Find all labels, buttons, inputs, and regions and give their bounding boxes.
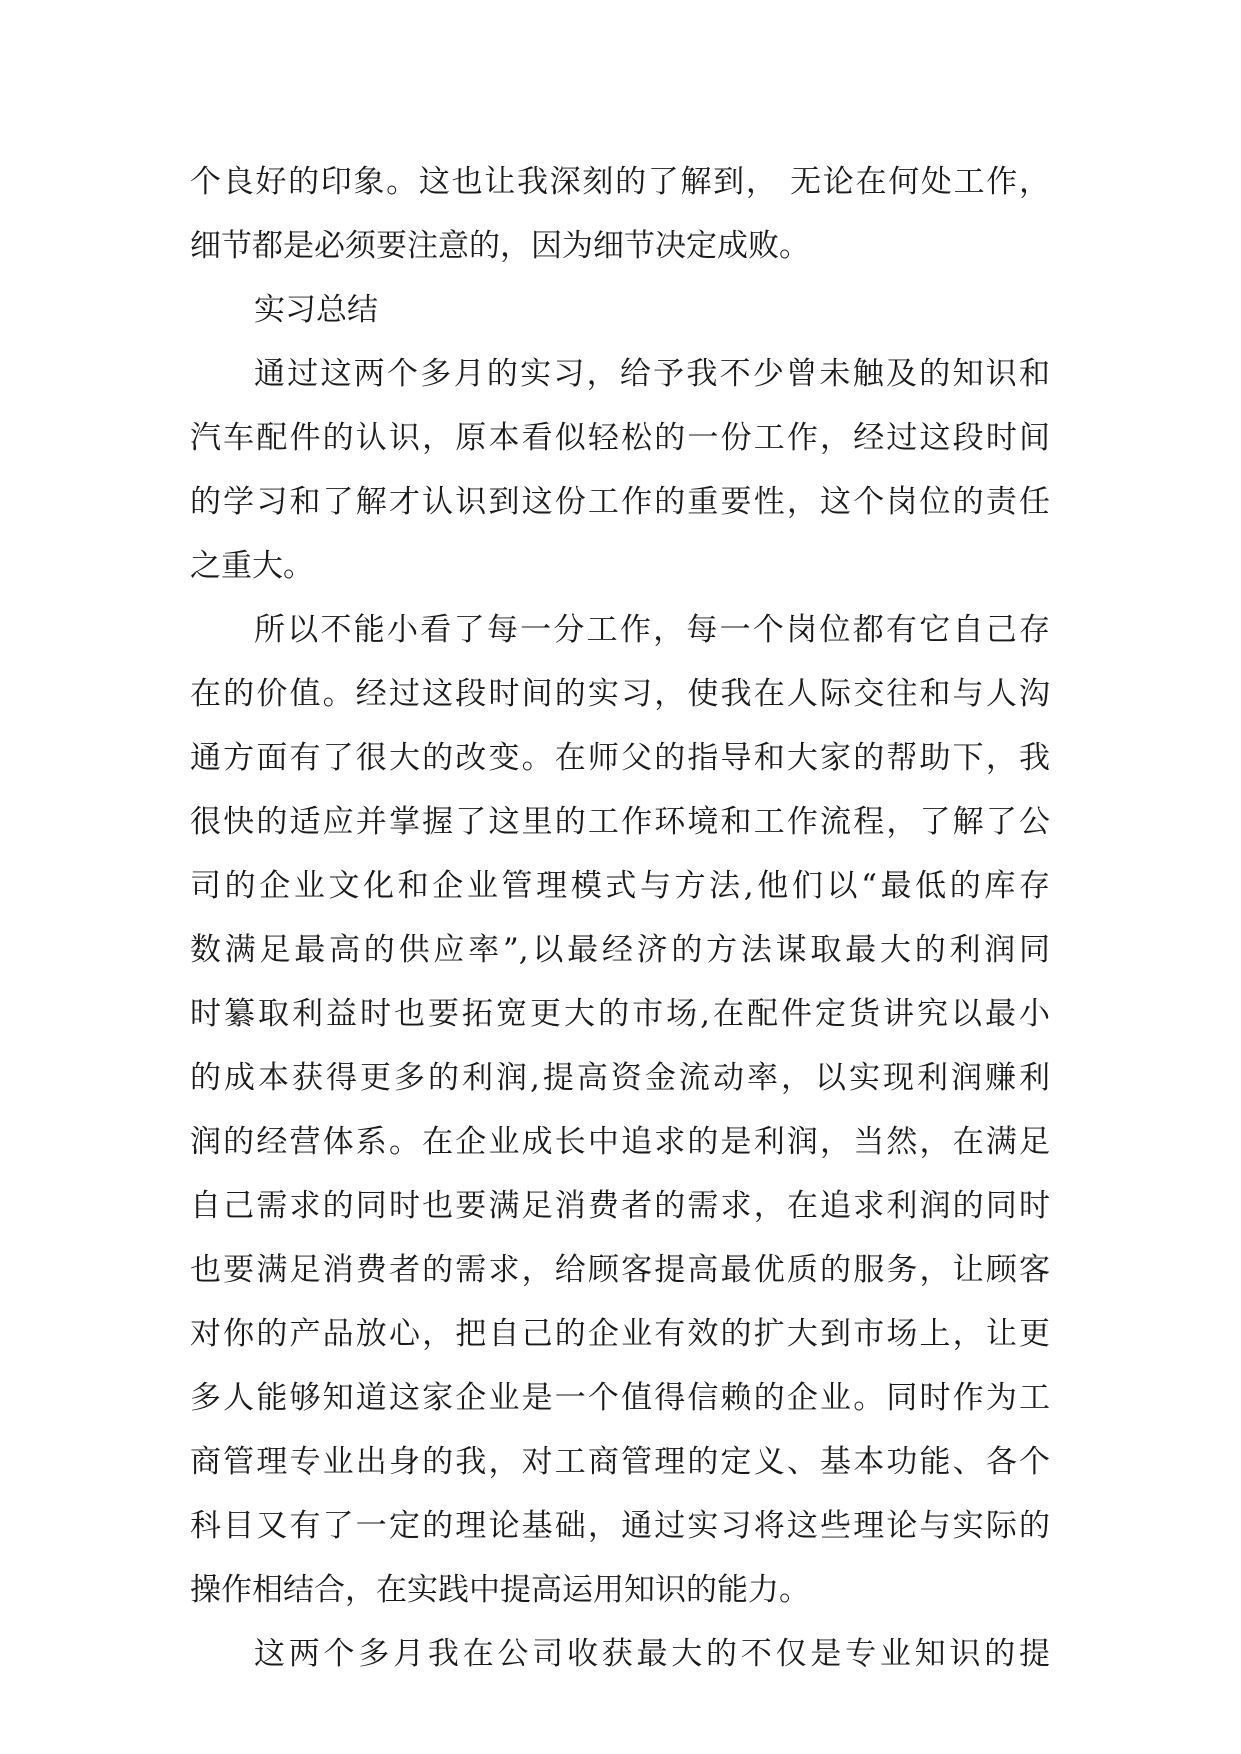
text-line: 数满足最高的供应率”,以最经济的方法谋取最大的利润同 (190, 932, 1050, 968)
text-line: 在的价值。经过这段时间的实习，使我在人际交往和与人沟 (190, 676, 1050, 712)
text-line: 的学习和了解才认识到这份工作的重要性，这个岗位的责任 (190, 484, 1050, 520)
text-line: 之重大。 (190, 548, 314, 584)
text-line: 通过这两个多月的实习，给予我不少曾未触及的知识和 (254, 356, 1050, 392)
text-line: 时纂取利益时也要拓宽更大的市场,在配件定货讲究以最小 (190, 996, 1050, 1032)
text-line: 这两个多月我在公司收获最大的不仅是专业知识的提 (254, 1636, 1050, 1672)
text-line: 对你的产品放心，把自己的企业有效的扩大到市场上，让更 (190, 1316, 1050, 1352)
text-line: 很快的适应并掌握了这里的工作环境和工作流程，了解了公 (190, 804, 1050, 840)
text-line: 操作相结合，在实践中提高运用知识的能力。 (190, 1572, 810, 1608)
text-line: 的成本获得更多的利润,提高资金流动率，以实现利润赚利 (190, 1060, 1050, 1096)
text-line: 司的企业文化和企业管理模式与方法,他们以“最低的库存 (190, 868, 1050, 904)
text-line: 自己需求的同时也要满足消费者的需求，在追求利润的同时 (190, 1188, 1050, 1224)
text-line: 细节都是必须要注意的，因为细节决定成败。 (190, 228, 810, 264)
text-line: 个良好的印象。这也让我深刻的了解到， 无论在何处工作， (190, 164, 1050, 200)
text-line: 润的经营体系。在企业成长中追求的是利润，当然，在满足 (190, 1124, 1050, 1160)
text-line: 所以不能小看了每一分工作，每一个岗位都有它自己存 (254, 612, 1050, 648)
text-line: 实习总结 (254, 292, 378, 328)
text-line: 汽车配件的认识，原本看似轻松的一份工作，经过这段时间 (190, 420, 1050, 456)
text-line: 科目又有了一定的理论基础，通过实习将这些理论与实际的 (190, 1508, 1050, 1544)
document-body (190, 150, 1050, 1686)
text-line: 商管理专业出身的我，对工商管理的定义、基本功能、各个 (190, 1444, 1050, 1480)
text-line: 多人能够知道这家企业是一个值得信赖的企业。同时作为工 (190, 1380, 1050, 1416)
text-line: 通方面有了很大的改变。在师父的指导和大家的帮助下，我 (190, 740, 1050, 776)
text-line: 也要满足消费者的需求，给顾客提高最优质的服务，让顾客 (190, 1252, 1050, 1288)
